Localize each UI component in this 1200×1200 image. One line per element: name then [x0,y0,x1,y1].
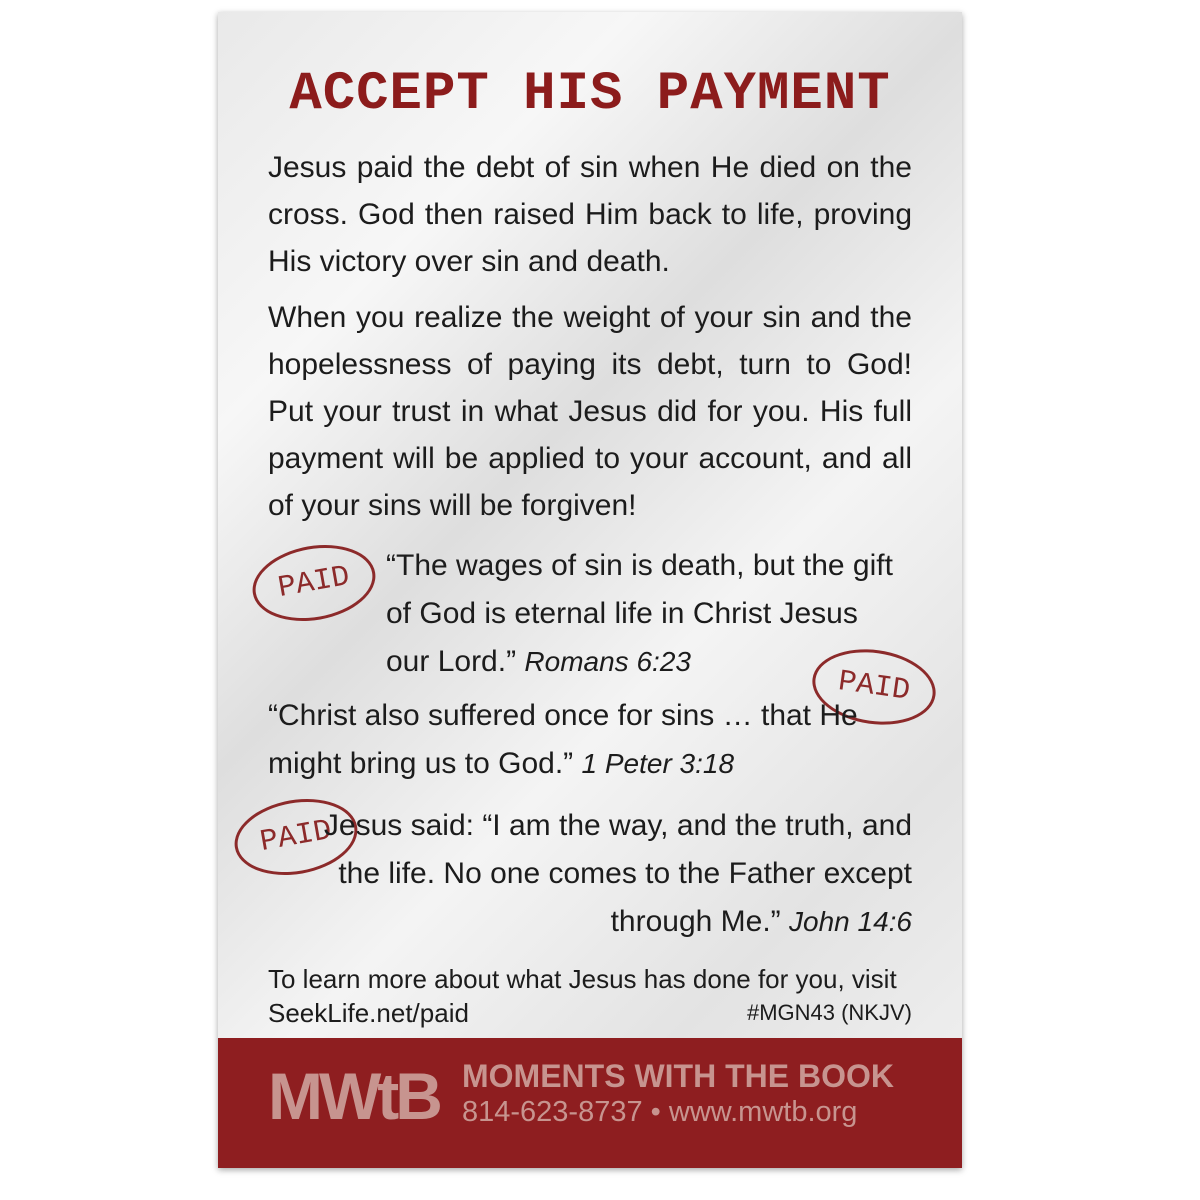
product-code: #MGN43 (NKJV) [746,1000,912,1025]
org-name: MOMENTS WITH THE BOOK [462,1058,894,1094]
paid-stamp-label: PAID [275,560,353,606]
verse-quote [288,802,912,946]
verse-reference: John 14:6 [789,906,912,937]
verse-text: Jesus said: “I am the way, and the truth, and the life. No one comes to the Father except through Me.” [323,809,912,938]
card-title: ACCEPT HIS PAYMENT [289,64,891,125]
verse-text: “Christ also suffered once for sins … that He might bring us to God.” [268,699,858,780]
mwtb-logo: MWtB [268,1059,439,1133]
paid-stamp [247,536,382,630]
tract-card [218,12,962,1168]
phone-number: 814-623-8737 [462,1096,643,1128]
seeklife-link[interactable]: SeekLife.net/paid [268,998,469,1028]
footer-banner [218,1038,962,1168]
paid-stamp-label: PAID [257,814,335,860]
invitation-paragraph: When you realize the weight of your sin and the hopelessness of paying its debt, turn to God! Put your trust in what Jesus did for you. His full payment will be applied to your account, and all of your sins will be forgiven! [268,301,912,522]
separator-dot: • [650,1096,661,1128]
org-contact [462,1096,857,1129]
intro-paragraph: Jesus paid the debt of sin when He died on the cross. God then raised Him back to life, proving His victory over sin and death. [268,151,912,278]
verse-reference: 1 Peter 3:18 [581,748,735,779]
verse-text: “The wages of sin is death, but the gift of God is eternal life in Christ Jesus our Lord.” [386,549,893,678]
learn-more-text: To learn more about what Jesus has done for you, visit [268,964,897,994]
paid-stamp-label: PAID [835,665,913,709]
verse-quote [268,692,912,788]
website-link[interactable]: www.mwtb.org [668,1096,858,1128]
verse-reference: Romans 6:23 [524,646,691,677]
